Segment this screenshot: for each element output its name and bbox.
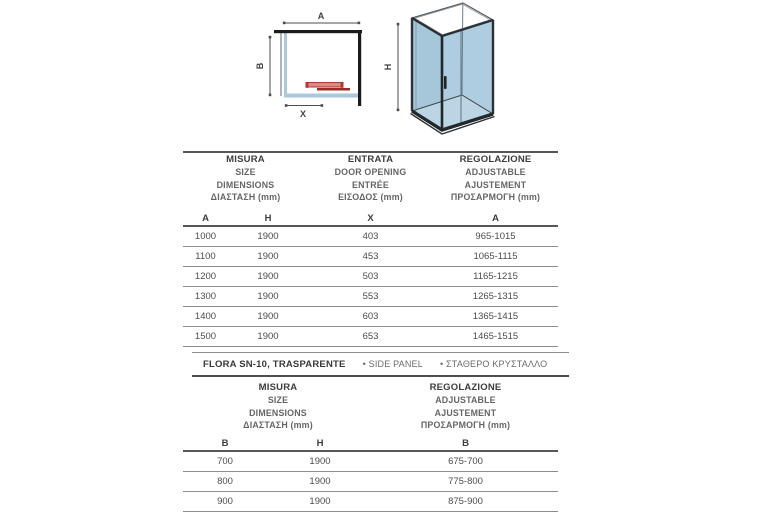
- technical-diagrams: [0, 0, 770, 150]
- group-header-misura: MISURA SIZE DIMENSIONS ΔΙΑΣΤΑΣΗ (mm): [183, 381, 373, 436]
- cell: 1065-1115: [433, 247, 558, 267]
- column-group-header-row: [183, 381, 558, 436]
- table-row: [183, 267, 558, 287]
- cell: 1900: [267, 492, 373, 512]
- cell: 1500: [183, 327, 228, 347]
- plan-view-diagram: [255, 11, 362, 119]
- group-title: ENTRATA: [347, 154, 394, 165]
- col-label-h: H: [267, 436, 373, 451]
- banner-bullet-side-panel: • SIDE PANEL: [362, 359, 423, 369]
- dimension-a: [283, 11, 360, 24]
- table-row: [183, 327, 558, 347]
- cell: 1200: [183, 267, 228, 287]
- cell: 675-700: [373, 451, 558, 472]
- cell: 1900: [228, 307, 308, 327]
- table-row: [183, 307, 558, 327]
- cell: 453: [308, 247, 433, 267]
- group-header-regolazione: REGOLAZIONE ADJUSTABLE AJUSTEMENT ΠΡΟΣΑΡΜΟΓΗ (mm): [433, 152, 558, 211]
- cell: 653: [308, 327, 433, 347]
- cell: 1365-1415: [433, 307, 558, 327]
- cell: 1400: [183, 307, 228, 327]
- cell: 875-900: [373, 492, 558, 512]
- main-size-table: [183, 151, 558, 347]
- group-title: MISURA: [258, 382, 298, 393]
- group-header-misura: MISURA SIZE DIMENSIONS ΔΙΑΣΤΑΣΗ (mm): [183, 152, 308, 211]
- cell: 1100: [183, 247, 228, 267]
- group-title: REGOLAZIONE: [429, 382, 502, 393]
- side-panel-table: [183, 381, 558, 512]
- dimension-label-x: X: [299, 109, 307, 119]
- cell: 1900: [228, 247, 308, 267]
- cell: 1900: [228, 327, 308, 347]
- column-group-header-row: [183, 152, 558, 211]
- door-handle: [444, 76, 447, 89]
- cell: 965-1015: [433, 226, 558, 247]
- cell: 775-800: [373, 472, 558, 492]
- dimension-x: [285, 104, 323, 119]
- wall-right: [358, 30, 361, 106]
- banner-bullet-fixed-glass: • ΣΤΑΘΕΡΟ ΚΡΥΣΤΑΛΛΟ: [439, 359, 548, 369]
- col-label-h: H: [228, 211, 308, 226]
- wall-top: [274, 30, 362, 33]
- cell: 1000: [183, 226, 228, 247]
- col-label-b2: B: [373, 436, 558, 451]
- group-header-entrata: ENTRATA DOOR OPENING ENTRÉE ΕΙΣΟΔΟΣ (mm): [308, 152, 433, 211]
- sub-header-row: [183, 211, 558, 226]
- group-header-regolazione: REGOLAZIONE ADJUSTABLE AJUSTEMENT ΠΡΟΣΑΡΜΟΓΗ (mm): [373, 381, 558, 436]
- group-title: MISURA: [226, 154, 265, 165]
- dimension-label-b: B: [255, 62, 265, 70]
- section-banner: [192, 352, 569, 377]
- cell: 1265-1315: [433, 287, 558, 307]
- side-glass-panel: [284, 33, 287, 95]
- table-row: [183, 247, 558, 267]
- table-row: [183, 287, 558, 307]
- cell: 1300: [183, 287, 228, 307]
- cell: 1900: [228, 267, 308, 287]
- col-label-b: B: [183, 436, 267, 451]
- dimension-label-a: A: [317, 11, 325, 21]
- cell: 1900: [228, 287, 308, 307]
- sliding-door-indicator: [306, 82, 351, 91]
- table-row: [183, 451, 558, 472]
- cell: 1465-1515: [433, 327, 558, 347]
- table-row: [183, 472, 558, 492]
- cell: 1900: [267, 451, 373, 472]
- col-label-a: A: [183, 211, 228, 226]
- table-row: [183, 226, 558, 247]
- front-glass-panel: [284, 94, 358, 97]
- table-row: [183, 492, 558, 512]
- cell: 1165-1215: [433, 267, 558, 287]
- cell: 900: [183, 492, 267, 512]
- sub-header-row: [183, 436, 558, 451]
- col-label-x: X: [308, 211, 433, 226]
- group-title: REGOLAZIONE: [459, 154, 532, 165]
- cell: 553: [308, 287, 433, 307]
- product-name: FLORA SN-10, TRASPARENTE: [203, 358, 346, 370]
- cell: 603: [308, 307, 433, 327]
- dimension-h: [383, 23, 399, 111]
- cell: 503: [308, 267, 433, 287]
- dimension-label-h: H: [383, 63, 393, 71]
- cell: 403: [308, 226, 433, 247]
- col-label-a2: A: [433, 211, 558, 226]
- cell: 700: [183, 451, 267, 472]
- cell: 1900: [228, 226, 308, 247]
- cell: 800: [183, 472, 267, 492]
- dimension-b: [255, 36, 271, 96]
- cell: 1900: [267, 472, 373, 492]
- iso-view-diagram: [383, 3, 495, 134]
